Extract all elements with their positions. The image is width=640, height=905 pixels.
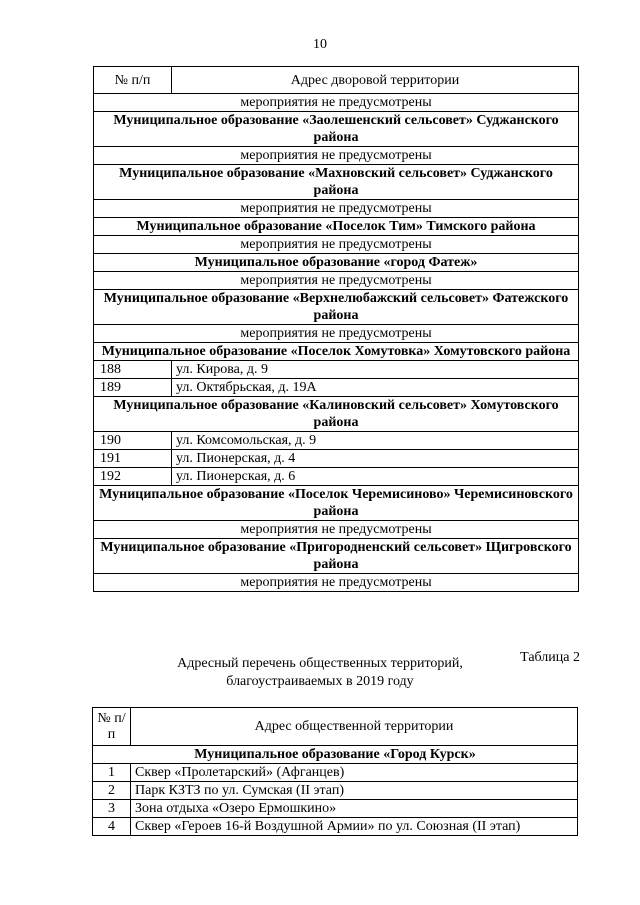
page-number: 10 bbox=[313, 37, 327, 52]
courtyard-table bbox=[93, 66, 579, 592]
note-row bbox=[94, 574, 579, 592]
note-row bbox=[94, 94, 579, 112]
row-address: Сквер «Пролетарский» (Афганцев) bbox=[131, 764, 578, 782]
header-num: № п/п bbox=[93, 708, 131, 746]
header-num: № п/п bbox=[94, 67, 172, 94]
municipality-name: Муниципальное образование «Город Курск» bbox=[93, 746, 578, 764]
row-number: 190 bbox=[94, 432, 172, 450]
row-number: 3 bbox=[93, 800, 131, 818]
no-activities-note: мероприятия не предусмотрены bbox=[94, 574, 579, 592]
table-2-title-line2: благоустраиваемых в 2019 году bbox=[226, 674, 414, 689]
table-header bbox=[93, 708, 578, 746]
municipality-name: Муниципальное образование «Заолешенский сельсовет» Суджанского района bbox=[94, 112, 579, 147]
municipality-row bbox=[93, 746, 578, 764]
municipality-name: Муниципальное образование «Поселок Тим» Тимского района bbox=[94, 218, 579, 236]
table-row bbox=[94, 468, 579, 486]
table-row bbox=[94, 450, 579, 468]
table-row bbox=[94, 379, 579, 397]
no-activities-note: мероприятия не предусмотрены bbox=[94, 325, 579, 343]
municipality-row bbox=[94, 486, 579, 521]
row-number: 192 bbox=[94, 468, 172, 486]
row-address: ул. Октябрьская, д. 19А bbox=[172, 379, 579, 397]
row-number: 188 bbox=[94, 361, 172, 379]
municipality-name: Муниципальное образование «Махновский сельсовет» Суджанского района bbox=[94, 165, 579, 200]
municipality-row bbox=[94, 112, 579, 147]
municipality-row bbox=[94, 397, 579, 432]
no-activities-note: мероприятия не предусмотрены bbox=[94, 521, 579, 539]
header-address: Адрес дворовой территории bbox=[172, 67, 579, 94]
municipality-name: Муниципальное образование «Калиновский сельсовет» Хомутовского района bbox=[94, 397, 579, 432]
municipality-name: Муниципальное образование «город Фатеж» bbox=[94, 254, 579, 272]
table-2-title bbox=[0, 655, 640, 691]
row-number: 2 bbox=[93, 782, 131, 800]
table-2-label: Таблица 2 bbox=[520, 650, 580, 665]
municipality-row bbox=[94, 290, 579, 325]
row-address: ул. Пионерская, д. 6 bbox=[172, 468, 579, 486]
row-address: Парк КЗТЗ по ул. Сумская (II этап) bbox=[131, 782, 578, 800]
no-activities-note: мероприятия не предусмотрены bbox=[94, 272, 579, 290]
row-address: ул. Пионерская, д. 4 bbox=[172, 450, 579, 468]
municipality-row bbox=[94, 539, 579, 574]
row-address: ул. Кирова, д. 9 bbox=[172, 361, 579, 379]
no-activities-note: мероприятия не предусмотрены bbox=[94, 236, 579, 254]
municipality-row bbox=[94, 343, 579, 361]
table-row bbox=[93, 818, 578, 836]
note-row bbox=[94, 147, 579, 165]
note-row bbox=[94, 200, 579, 218]
table-row bbox=[93, 800, 578, 818]
table-row bbox=[93, 782, 578, 800]
municipality-name: Муниципальное образование «Пригородненский сельсовет» Щигровского района bbox=[94, 539, 579, 574]
row-address: ул. Комсомольская, д. 9 bbox=[172, 432, 579, 450]
table-row bbox=[93, 764, 578, 782]
row-address: Зона отдыха «Озеро Ермошкино» bbox=[131, 800, 578, 818]
row-number: 191 bbox=[94, 450, 172, 468]
municipality-name: Муниципальное образование «Верхнелюбажский сельсовет» Фатежского района bbox=[94, 290, 579, 325]
table-row bbox=[94, 432, 579, 450]
table-header bbox=[94, 67, 579, 94]
header-address: Адрес общественной территории bbox=[131, 708, 578, 746]
municipality-row bbox=[94, 165, 579, 200]
row-number: 4 bbox=[93, 818, 131, 836]
row-number: 1 bbox=[93, 764, 131, 782]
municipality-name: Муниципальное образование «Поселок Хомутовка» Хомутовского района bbox=[94, 343, 579, 361]
no-activities-note: мероприятия не предусмотрены bbox=[94, 200, 579, 218]
municipality-name: Муниципальное образование «Поселок Черемисиново» Черемисиновского района bbox=[94, 486, 579, 521]
municipality-row bbox=[94, 254, 579, 272]
no-activities-note: мероприятия не предусмотрены bbox=[94, 147, 579, 165]
note-row bbox=[94, 272, 579, 290]
table-2-title-line1: Адресный перечень общественных территорий, bbox=[177, 656, 463, 671]
note-row bbox=[94, 236, 579, 254]
note-row bbox=[94, 325, 579, 343]
note-row bbox=[94, 521, 579, 539]
no-activities-note: мероприятия не предусмотрены bbox=[94, 94, 579, 112]
row-address: Сквер «Героев 16-й Воздушной Армии» по ул. Союзная (II этап) bbox=[131, 818, 578, 836]
row-number: 189 bbox=[94, 379, 172, 397]
municipality-row bbox=[94, 218, 579, 236]
public-territories-table bbox=[92, 707, 578, 836]
table-row bbox=[94, 361, 579, 379]
